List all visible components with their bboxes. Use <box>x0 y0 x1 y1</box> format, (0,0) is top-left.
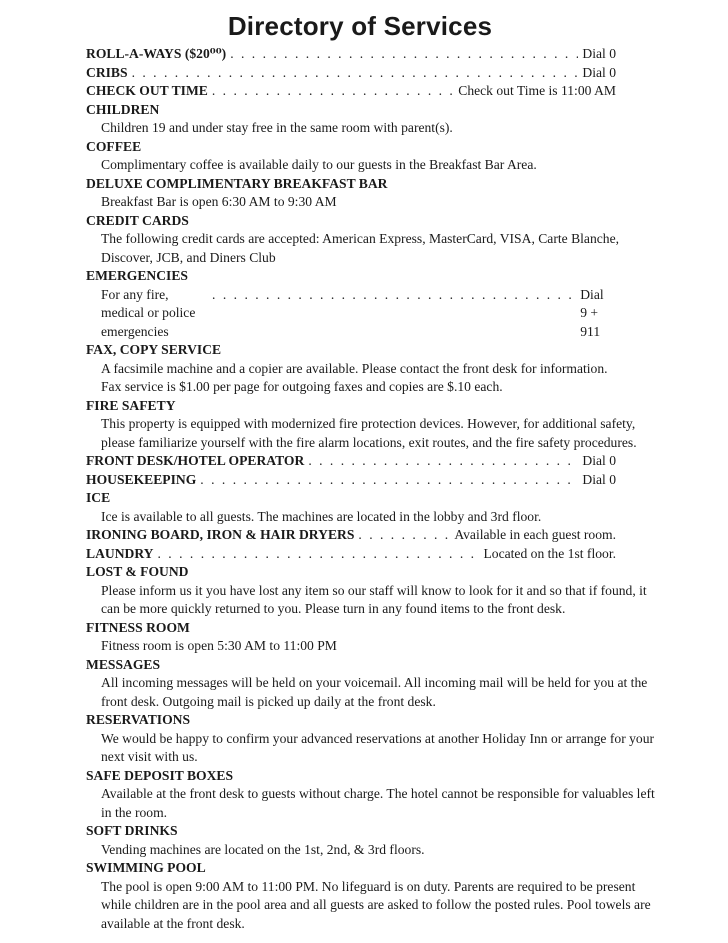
entry-name: MESSAGES <box>86 656 161 672</box>
entry-name: FIRE SAFETY <box>86 397 176 413</box>
entry-text: All incoming messages will be held on your voicemail. All incoming mail will be held for you at the <box>101 675 648 690</box>
dot-leader <box>230 45 578 64</box>
entry-messages <box>86 656 676 712</box>
entry-value: Dial 0 <box>582 64 616 80</box>
directory-page <box>86 10 676 933</box>
entry-name: LOST & FOUND <box>86 564 189 579</box>
entry-credit-cards <box>86 212 676 268</box>
dot-leader <box>358 526 450 545</box>
entry-text: For any fire, medical or police emergencies <box>101 286 196 339</box>
entry-text: Fitness room is open 5:30 AM to 11:00 PM <box>101 638 337 653</box>
dot-leader <box>200 471 578 490</box>
entry-name: COFFEE <box>86 138 142 154</box>
entry-name: HOUSEKEEPING <box>86 471 197 487</box>
entry-name: RESERVATIONS <box>86 712 191 727</box>
entry-name: CHECK OUT TIME <box>86 83 208 98</box>
entry-text: available at the front desk. <box>101 915 245 931</box>
entry-value: Dial 0 <box>582 453 616 468</box>
entry-text: We would be happy to confirm your advanced reservations at another Holiday Inn or arrange for your <box>101 730 655 746</box>
entry-value: Available in each guest room. <box>454 527 616 542</box>
entry-text: This property is equipped with modernized fire protection devices. However, for additional safety, <box>101 416 636 431</box>
entry-name: ROLL-A-WAYS ($20⁰⁰) <box>86 46 227 61</box>
entry-text: Ice is available to all guests. The machines are located in the lobby and 3rd floor. <box>101 508 542 524</box>
entry-ice <box>86 489 676 526</box>
entry-name: CHILDREN <box>86 101 160 117</box>
entry-text: while children are in the pool area and all guests are asked to follow the posted rules. Pool towels are <box>101 897 651 912</box>
entry-name: EMERGENCIES <box>86 268 188 283</box>
entry-safe-deposit <box>86 767 676 823</box>
entry-fire-safety <box>86 397 676 453</box>
dot-leader <box>212 82 454 101</box>
entry-text: The following credit cards are accepted: American Express, MasterCard, VISA, Carte Blanche, <box>101 231 620 246</box>
entry-breakfast <box>86 175 676 212</box>
entry-text: The pool is open 9:00 AM to 11:00 PM. No lifeguard is on duty. Parents are required to be present <box>101 878 636 894</box>
entry-ironing <box>86 526 616 545</box>
entry-laundry <box>86 545 616 564</box>
entry-lost-found <box>86 563 676 619</box>
entry-reservations <box>86 711 676 767</box>
entry-text: in the room. <box>101 804 168 820</box>
dot-leader <box>212 286 576 305</box>
entry-name: SAFE DEPOSIT BOXES <box>86 767 234 783</box>
entry-name: FAX, COPY SERVICE <box>86 342 222 357</box>
dot-leader <box>132 64 579 83</box>
entry-checkout <box>86 82 616 101</box>
entry-value: Located on the 1st floor. <box>483 545 616 561</box>
entry-name: ICE <box>86 490 111 505</box>
dot-leader <box>158 545 480 564</box>
entry-soft-drinks <box>86 822 676 859</box>
entry-text: please familiarize yourself with the fire alarm locations, exit routes, and the fire safety procedures. <box>101 434 637 450</box>
entry-text: Complimentary coffee is available daily to our guests in the Breakfast Bar Area. <box>101 157 537 172</box>
entry-emergencies <box>86 267 676 341</box>
entry-name: DELUXE COMPLIMENTARY BREAKFAST BAR <box>86 175 388 191</box>
entry-name: CRIBS <box>86 64 128 80</box>
entry-name: LAUNDRY <box>86 545 154 561</box>
entry-text: front desk. Outgoing mail is picked up daily at the front desk. <box>101 693 436 709</box>
entry-text: Fax service is $1.00 per page for outgoing faxes and copies are $.10 each. <box>101 379 503 394</box>
entry-text: next visit with us. <box>101 749 198 764</box>
entry-front-desk <box>86 452 616 471</box>
entry-fax <box>86 341 676 397</box>
entry-value: Dial 0 <box>582 46 616 61</box>
entry-coffee <box>86 138 676 175</box>
entry-name: FITNESS ROOM <box>86 619 190 635</box>
page-title: Directory of Services <box>227 11 493 41</box>
entry-housekeeping <box>86 471 616 490</box>
entry-text: Breakfast Bar is open 6:30 AM to 9:30 AM <box>101 194 337 209</box>
entry-name: SWIMMING POOL <box>86 860 206 875</box>
entry-fitness <box>86 619 676 656</box>
entry-rollaways <box>86 45 616 64</box>
entry-text: Available at the front desk to guests without charge. The hotel cannot be responsible for valuables left <box>101 786 655 801</box>
entry-text: Please inform us it you have lost any item so our staff will know to look for it and so that if found, it <box>101 582 647 598</box>
entry-text: can be more quickly returned to you. Please turn in any found items to the front desk. <box>101 601 566 616</box>
entry-text: A facsimile machine and a copier are available. Please contact the front desk for information. <box>101 360 608 376</box>
entry-name: SOFT DRINKS <box>86 823 178 838</box>
entry-value: Check out Time is 11:00 AM <box>458 83 616 98</box>
entry-value: Dial 9 + 911 <box>580 286 604 339</box>
entry-swimming-pool <box>86 859 676 933</box>
entry-value: Dial 0 <box>582 471 616 487</box>
entry-name: CREDIT CARDS <box>86 212 189 228</box>
entry-name: IRONING BOARD, IRON & HAIR DRYERS <box>86 527 355 542</box>
entry-name: FRONT DESK/HOTEL OPERATOR <box>86 453 305 468</box>
entry-children <box>86 101 676 138</box>
entry-cribs <box>86 64 616 83</box>
dot-leader <box>308 452 578 471</box>
entry-text: Discover, JCB, and Diners Club <box>101 249 276 265</box>
entry-text: Vending machines are located on the 1st, 2nd, & 3rd floors. <box>101 841 425 857</box>
entry-text: Children 19 and under stay free in the same room with parent(s). <box>101 120 453 135</box>
